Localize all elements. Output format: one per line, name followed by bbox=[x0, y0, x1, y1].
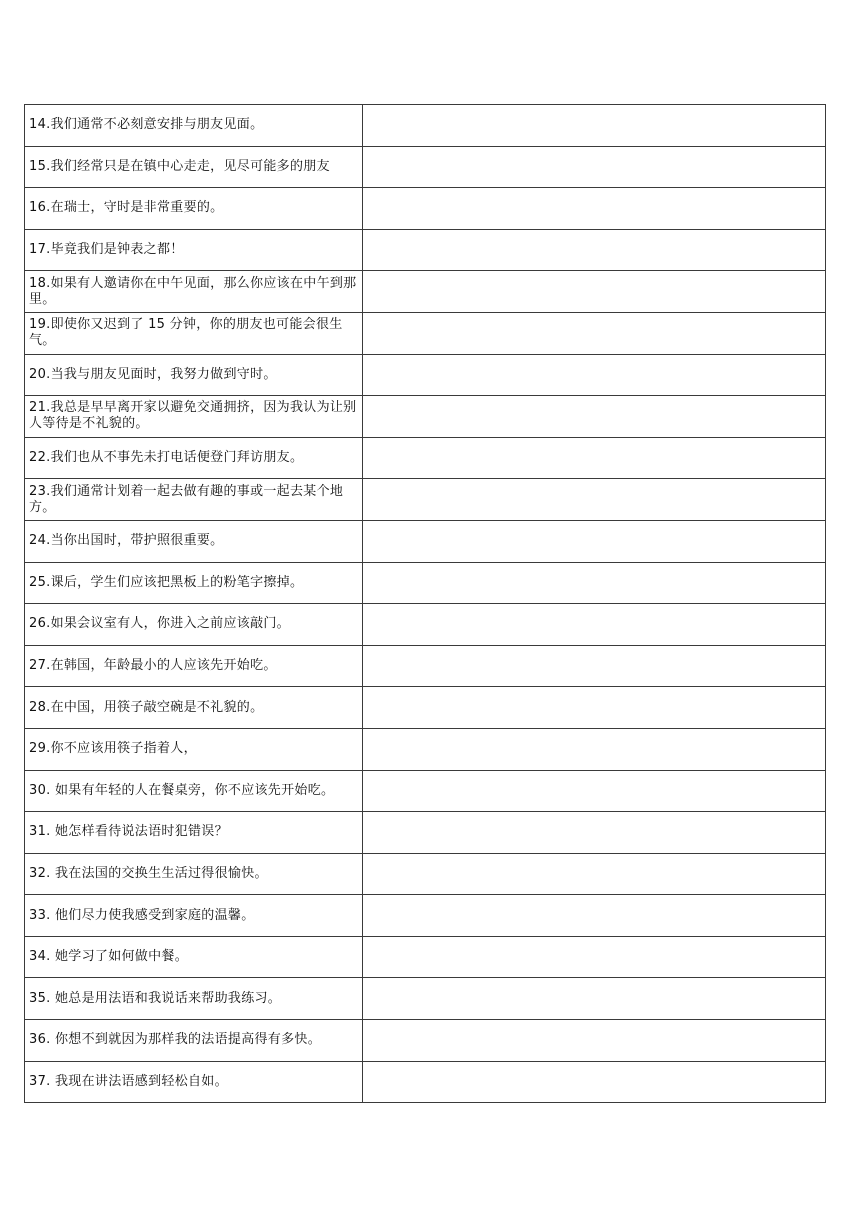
answer-cell[interactable] bbox=[363, 271, 826, 313]
table-row bbox=[25, 520, 826, 562]
sentence-cell: 18.如果有人邀请你在中午见面，那么你应该在中午到那里。 bbox=[25, 271, 363, 313]
sentence-cell: 20.当我与朋友见面时，我努力做到守时。 bbox=[25, 354, 363, 396]
table-row bbox=[25, 312, 826, 354]
sentence-cell: 14.我们通常不必刻意安排与朋友见面。 bbox=[25, 105, 363, 147]
answer-cell[interactable] bbox=[363, 936, 826, 978]
table-row bbox=[25, 354, 826, 396]
answer-cell[interactable] bbox=[363, 479, 826, 521]
sentence-cell: 29.你不应该用筷子指着人， bbox=[25, 728, 363, 770]
sentence-cell: 28.在中国，用筷子敲空碗是不礼貌的。 bbox=[25, 687, 363, 729]
table-row bbox=[25, 271, 826, 313]
table-row bbox=[25, 812, 826, 854]
sentence-cell: 25.课后，学生们应该把黑板上的粉笔字擦掉。 bbox=[25, 562, 363, 604]
sentence-cell: 37. 我现在讲法语感到轻松自如。 bbox=[25, 1061, 363, 1103]
translation-table bbox=[24, 104, 826, 1103]
table-row bbox=[25, 978, 826, 1020]
table-row bbox=[25, 853, 826, 895]
sentence-cell: 34. 她学习了如何做中餐。 bbox=[25, 936, 363, 978]
table-row bbox=[25, 1061, 826, 1103]
sentence-cell: 36. 你想不到就因为那样我的法语提高得有多快。 bbox=[25, 1020, 363, 1062]
sentence-cell: 22.我们也从不事先未打电话便登门拜访朋友。 bbox=[25, 437, 363, 479]
answer-cell[interactable] bbox=[363, 770, 826, 812]
table-row bbox=[25, 770, 826, 812]
table-row bbox=[25, 687, 826, 729]
sentence-cell: 30. 如果有年轻的人在餐桌旁，你不应该先开始吃。 bbox=[25, 770, 363, 812]
answer-cell[interactable] bbox=[363, 853, 826, 895]
answer-cell[interactable] bbox=[363, 312, 826, 354]
sentence-cell: 15.我们经常只是在镇中心走走，见尽可能多的朋友 bbox=[25, 146, 363, 188]
answer-cell[interactable] bbox=[363, 354, 826, 396]
table-row bbox=[25, 1020, 826, 1062]
answer-cell[interactable] bbox=[363, 146, 826, 188]
answer-cell[interactable] bbox=[363, 520, 826, 562]
table-row bbox=[25, 105, 826, 147]
table-row bbox=[25, 229, 826, 271]
sentence-cell: 26.如果会议室有人，你进入之前应该敲门。 bbox=[25, 604, 363, 646]
sentence-cell: 17.毕竟我们是钟表之都！ bbox=[25, 229, 363, 271]
answer-cell[interactable] bbox=[363, 604, 826, 646]
sentence-cell: 35. 她总是用法语和我说话来帮助我练习。 bbox=[25, 978, 363, 1020]
answer-cell[interactable] bbox=[363, 1020, 826, 1062]
table-row bbox=[25, 604, 826, 646]
sentence-cell: 23.我们通常计划着一起去做有趣的事或一起去某个地方。 bbox=[25, 479, 363, 521]
sentence-cell: 27.在韩国，年龄最小的人应该先开始吃。 bbox=[25, 645, 363, 687]
sentence-cell: 31. 她怎样看待说法语时犯错误？ bbox=[25, 812, 363, 854]
answer-cell[interactable] bbox=[363, 562, 826, 604]
table-row bbox=[25, 728, 826, 770]
answer-cell[interactable] bbox=[363, 188, 826, 230]
table-row bbox=[25, 396, 826, 438]
sentence-cell: 24.当你出国时，带护照很重要。 bbox=[25, 520, 363, 562]
sentence-cell: 21.我总是早早离开家以避免交通拥挤，因为我认为让别人等待是不礼貌的。 bbox=[25, 396, 363, 438]
table-row bbox=[25, 645, 826, 687]
answer-cell[interactable] bbox=[363, 396, 826, 438]
answer-cell[interactable] bbox=[363, 895, 826, 937]
answer-cell[interactable] bbox=[363, 728, 826, 770]
answer-cell[interactable] bbox=[363, 1061, 826, 1103]
answer-cell[interactable] bbox=[363, 812, 826, 854]
table-row bbox=[25, 895, 826, 937]
sentence-cell: 32. 我在法国的交换生生活过得很愉快。 bbox=[25, 853, 363, 895]
sentence-cell: 33. 他们尽力使我感受到家庭的温馨。 bbox=[25, 895, 363, 937]
sentence-cell: 16.在瑞士，守时是非常重要的。 bbox=[25, 188, 363, 230]
answer-cell[interactable] bbox=[363, 645, 826, 687]
table-row bbox=[25, 936, 826, 978]
answer-cell[interactable] bbox=[363, 229, 826, 271]
answer-cell[interactable] bbox=[363, 105, 826, 147]
sentence-cell: 19.即使你又迟到了 15 分钟，你的朋友也可能会很生气。 bbox=[25, 312, 363, 354]
table-row bbox=[25, 562, 826, 604]
table-row bbox=[25, 188, 826, 230]
answer-cell[interactable] bbox=[363, 978, 826, 1020]
table-row bbox=[25, 479, 826, 521]
table-row bbox=[25, 437, 826, 479]
answer-cell[interactable] bbox=[363, 437, 826, 479]
table-row bbox=[25, 146, 826, 188]
answer-cell[interactable] bbox=[363, 687, 826, 729]
